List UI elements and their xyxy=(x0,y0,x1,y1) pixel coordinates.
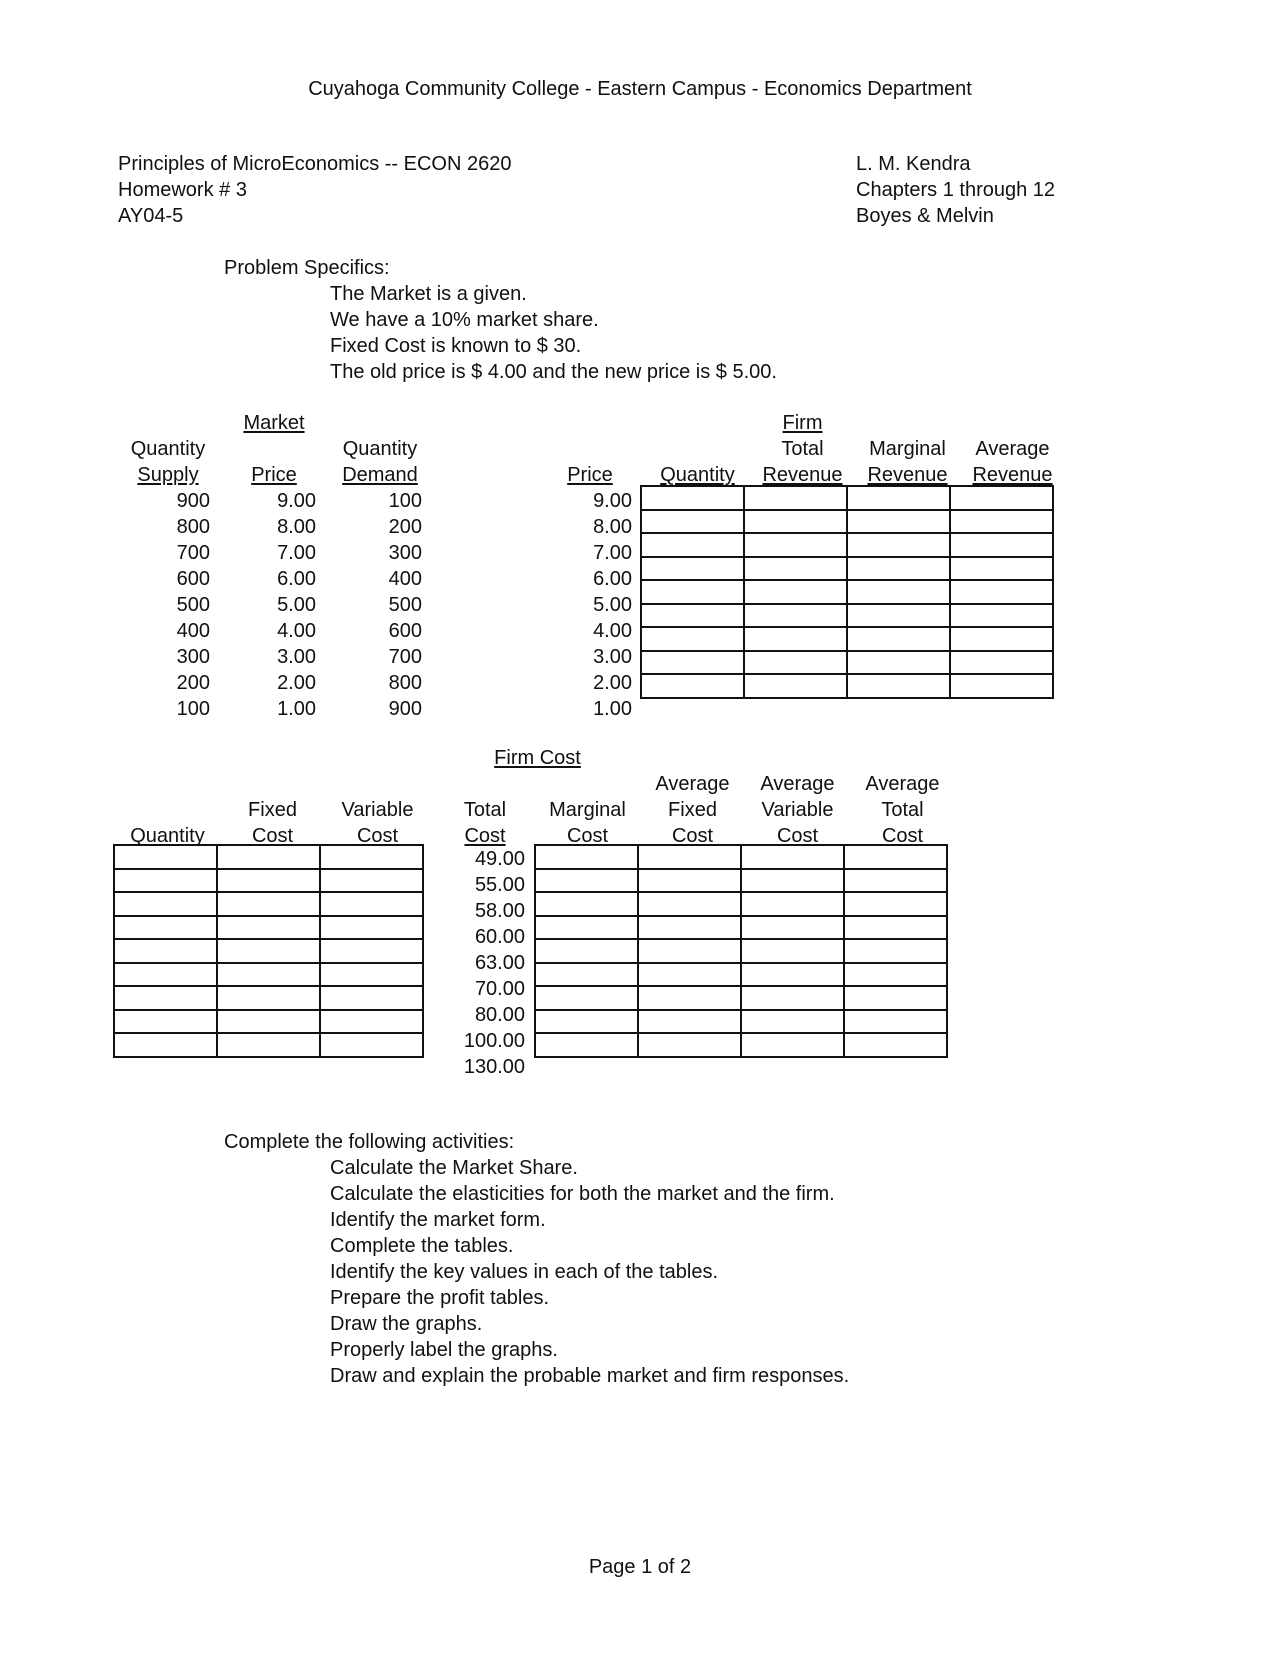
market-supply-cell: 600 xyxy=(176,568,210,590)
grid-cell[interactable] xyxy=(741,963,844,987)
activity-item: Calculate the Market Share. xyxy=(330,1157,578,1179)
firm-price-column xyxy=(540,488,632,722)
grid-cell[interactable] xyxy=(114,1010,217,1034)
grid-cell[interactable] xyxy=(950,533,1053,557)
table-row xyxy=(114,939,423,963)
market-title: Market xyxy=(243,412,305,434)
grid-cell[interactable] xyxy=(114,869,217,893)
grid-cell[interactable] xyxy=(641,604,744,628)
grid-cell[interactable] xyxy=(535,892,638,916)
grid-cell[interactable] xyxy=(741,845,844,869)
grid-cell[interactable] xyxy=(844,939,947,963)
grid-cell[interactable] xyxy=(744,651,847,675)
table-row xyxy=(114,916,423,940)
academic-year: AY04-5 xyxy=(118,205,184,227)
grid-cell[interactable] xyxy=(114,1033,217,1057)
grid-cell[interactable] xyxy=(638,892,741,916)
grid-cell[interactable] xyxy=(641,627,744,651)
grid-cell[interactable] xyxy=(217,845,320,869)
cost-tc-header-line1: Total xyxy=(463,799,507,821)
market-demand-cell: 100 xyxy=(388,490,422,512)
firm-revenue-grid xyxy=(640,485,1054,699)
total-cost-cell: 100.00 xyxy=(463,1030,525,1052)
market-price-cell: 1.00 xyxy=(277,698,316,720)
market-price-cell: 9.00 xyxy=(277,490,316,512)
grid-cell[interactable] xyxy=(320,1010,423,1034)
table-row xyxy=(535,939,947,963)
total-cost-cell: 80.00 xyxy=(474,1004,525,1026)
grid-cell[interactable] xyxy=(950,604,1053,628)
grid-cell[interactable] xyxy=(744,486,847,510)
grid-cell[interactable] xyxy=(744,510,847,534)
specifics-item: The old price is $ 4.00 and the new price is $ 5.00. xyxy=(330,361,777,383)
cost-atc-header-line2: Total xyxy=(881,799,924,821)
grid-cell[interactable] xyxy=(950,651,1053,675)
firm-price-cell: 4.00 xyxy=(593,620,632,642)
firm-ar-header-line2: Revenue xyxy=(972,464,1053,486)
grid-cell[interactable] xyxy=(638,1010,741,1034)
instructor-name: L. M. Kendra xyxy=(856,153,971,175)
table-row xyxy=(641,604,1053,628)
grid-cell[interactable] xyxy=(638,939,741,963)
total-cost-cell: 130.00 xyxy=(463,1056,525,1078)
grid-cell[interactable] xyxy=(844,845,947,869)
table-row xyxy=(641,627,1053,651)
table-row xyxy=(114,1033,423,1057)
cost-fc-header-line1: Fixed xyxy=(248,799,297,821)
grid-cell[interactable] xyxy=(217,869,320,893)
firm-price-cell: 7.00 xyxy=(593,542,632,564)
grid-cell[interactable] xyxy=(320,1033,423,1057)
document-header: Cuyahoga Community College - Eastern Campus - Economics Department xyxy=(308,78,972,100)
grid-cell[interactable] xyxy=(638,963,741,987)
market-demand-column xyxy=(330,488,422,722)
market-price-cell: 7.00 xyxy=(277,542,316,564)
grid-cell[interactable] xyxy=(114,845,217,869)
textbook-authors: Boyes & Melvin xyxy=(856,205,994,227)
cost-mc-header-line2: Cost xyxy=(566,825,609,847)
table-row xyxy=(114,869,423,893)
specifics-item: The Market is a given. xyxy=(330,283,527,305)
total-cost-cell: 49.00 xyxy=(474,848,525,870)
grid-cell[interactable] xyxy=(114,986,217,1010)
course-title: Principles of MicroEconomics -- ECON 2620 xyxy=(118,153,512,175)
grid-cell[interactable] xyxy=(641,580,744,604)
cost-mc-header-line1: Marginal xyxy=(549,799,626,821)
cost-atc-header-line1: Average xyxy=(865,773,940,795)
market-price-column xyxy=(224,488,316,722)
market-supply-cell: 400 xyxy=(176,620,210,642)
chapters-range: Chapters 1 through 12 xyxy=(856,179,1056,201)
market-supply-cell: 900 xyxy=(176,490,210,512)
total-cost-cell: 70.00 xyxy=(474,978,525,1000)
cost-afc-header-line2: Fixed xyxy=(668,799,717,821)
grid-cell[interactable] xyxy=(535,939,638,963)
grid-cell[interactable] xyxy=(847,486,950,510)
grid-cell[interactable] xyxy=(741,869,844,893)
table-row xyxy=(114,986,423,1010)
firm-price-cell: 8.00 xyxy=(593,516,632,538)
market-supply-header-line1: Quantity xyxy=(130,438,206,460)
firm-ar-header-line1: Average xyxy=(975,438,1050,460)
firm-cost-title: Firm Cost xyxy=(494,747,581,769)
total-cost-column xyxy=(440,846,525,1080)
grid-cell[interactable] xyxy=(847,604,950,628)
market-supply-cell: 100 xyxy=(176,698,210,720)
market-price-cell: 4.00 xyxy=(277,620,316,642)
firm-tr-header-line1: Total xyxy=(781,438,824,460)
grid-cell[interactable] xyxy=(320,986,423,1010)
grid-cell[interactable] xyxy=(844,986,947,1010)
grid-cell[interactable] xyxy=(950,674,1053,698)
grid-cell[interactable] xyxy=(535,916,638,940)
grid-cell[interactable] xyxy=(217,963,320,987)
activity-item: Identify the key values in each of the tables. xyxy=(330,1261,719,1283)
table-row xyxy=(114,845,423,869)
grid-cell[interactable] xyxy=(114,939,217,963)
grid-cell[interactable] xyxy=(114,892,217,916)
grid-cell[interactable] xyxy=(217,939,320,963)
table-row xyxy=(641,651,1053,675)
table-row xyxy=(641,486,1053,510)
activity-item: Properly label the graphs. xyxy=(330,1339,558,1361)
grid-cell[interactable] xyxy=(847,651,950,675)
cost-afc-header-line1: Average xyxy=(655,773,730,795)
total-cost-cell: 55.00 xyxy=(474,874,525,896)
grid-cell[interactable] xyxy=(114,963,217,987)
firm-price-cell: 5.00 xyxy=(593,594,632,616)
grid-cell[interactable] xyxy=(638,869,741,893)
grid-cell[interactable] xyxy=(114,916,217,940)
market-price-header: Price xyxy=(251,464,297,486)
market-price-cell: 2.00 xyxy=(277,672,316,694)
grid-cell[interactable] xyxy=(844,1033,947,1057)
grid-cell[interactable] xyxy=(641,674,744,698)
grid-cell[interactable] xyxy=(638,986,741,1010)
grid-cell[interactable] xyxy=(641,533,744,557)
table-row xyxy=(535,869,947,893)
firm-price-cell: 9.00 xyxy=(593,490,632,512)
table-row xyxy=(114,892,423,916)
grid-cell[interactable] xyxy=(847,627,950,651)
activity-item: Draw the graphs. xyxy=(330,1313,483,1335)
grid-cell[interactable] xyxy=(638,1033,741,1057)
market-supply-cell: 500 xyxy=(176,594,210,616)
activity-item: Calculate the elasticities for both the market and the firm. xyxy=(330,1183,835,1205)
market-demand-cell: 200 xyxy=(388,516,422,538)
market-demand-header-line1: Quantity xyxy=(342,438,418,460)
cost-avc-header-line1: Average xyxy=(760,773,835,795)
market-supply-column xyxy=(118,488,210,722)
total-cost-cell: 60.00 xyxy=(474,926,525,948)
table-row xyxy=(641,533,1053,557)
market-demand-cell: 600 xyxy=(388,620,422,642)
market-supply-cell: 200 xyxy=(176,672,210,694)
firm-quantity-header: Quantity xyxy=(660,464,735,486)
table-row xyxy=(535,1033,947,1057)
grid-cell[interactable] xyxy=(320,963,423,987)
grid-cell[interactable] xyxy=(744,627,847,651)
firm-mr-header-line2: Revenue xyxy=(867,464,948,486)
grid-cell[interactable] xyxy=(950,510,1053,534)
grid-cell[interactable] xyxy=(741,1033,844,1057)
grid-cell[interactable] xyxy=(744,533,847,557)
grid-cell[interactable] xyxy=(741,916,844,940)
grid-cell[interactable] xyxy=(847,580,950,604)
table-row xyxy=(535,892,947,916)
market-supply-header-line2: Supply xyxy=(137,464,199,486)
activities-heading: Complete the following activities: xyxy=(224,1131,515,1153)
cost-atc-header-line3: Cost xyxy=(881,825,924,847)
grid-cell[interactable] xyxy=(741,939,844,963)
grid-cell[interactable] xyxy=(741,892,844,916)
firm-mr-header-line1: Marginal xyxy=(869,438,946,460)
firm-title: Firm xyxy=(782,412,823,434)
firm-price-cell: 1.00 xyxy=(593,698,632,720)
firm-price-cell: 6.00 xyxy=(593,568,632,590)
grid-cell[interactable] xyxy=(844,963,947,987)
table-row xyxy=(535,916,947,940)
market-supply-cell: 800 xyxy=(176,516,210,538)
table-row xyxy=(535,986,947,1010)
table-row xyxy=(535,963,947,987)
market-price-cell: 8.00 xyxy=(277,516,316,538)
cost-afc-header-line3: Cost xyxy=(671,825,714,847)
table-row xyxy=(114,963,423,987)
market-demand-cell: 300 xyxy=(388,542,422,564)
grid-cell[interactable] xyxy=(638,845,741,869)
activity-item: Complete the tables. xyxy=(330,1235,514,1257)
grid-cell[interactable] xyxy=(847,557,950,581)
grid-cell[interactable] xyxy=(320,845,423,869)
grid-cell[interactable] xyxy=(744,674,847,698)
grid-cell[interactable] xyxy=(638,916,741,940)
market-demand-cell: 500 xyxy=(388,594,422,616)
specifics-heading: Problem Specifics: xyxy=(224,257,390,279)
firm-tr-header-line2: Revenue xyxy=(762,464,843,486)
market-demand-cell: 400 xyxy=(388,568,422,590)
market-demand-cell: 900 xyxy=(388,698,422,720)
grid-cell[interactable] xyxy=(535,986,638,1010)
market-demand-header-line2: Demand xyxy=(342,464,418,486)
grid-cell[interactable] xyxy=(320,939,423,963)
market-supply-cell: 300 xyxy=(176,646,210,668)
specifics-item: Fixed Cost is known to $ 30. xyxy=(330,335,582,357)
grid-cell[interactable] xyxy=(844,916,947,940)
grid-cell[interactable] xyxy=(741,986,844,1010)
table-row xyxy=(641,580,1053,604)
grid-cell[interactable] xyxy=(950,627,1053,651)
grid-cell[interactable] xyxy=(535,1033,638,1057)
activity-item: Prepare the profit tables. xyxy=(330,1287,550,1309)
grid-cell[interactable] xyxy=(320,892,423,916)
grid-cell[interactable] xyxy=(847,510,950,534)
homework-number: Homework # 3 xyxy=(118,179,247,201)
grid-cell[interactable] xyxy=(641,651,744,675)
grid-cell[interactable] xyxy=(744,580,847,604)
grid-cell[interactable] xyxy=(950,486,1053,510)
grid-cell[interactable] xyxy=(847,533,950,557)
activity-item: Identify the market form. xyxy=(330,1209,546,1231)
firm-price-cell: 3.00 xyxy=(593,646,632,668)
market-demand-cell: 700 xyxy=(388,646,422,668)
cost-tc-header-line2: Cost xyxy=(464,825,506,847)
page-number: Page 1 of 2 xyxy=(588,1556,692,1578)
market-demand-cell: 800 xyxy=(388,672,422,694)
grid-cell[interactable] xyxy=(535,1010,638,1034)
market-price-cell: 5.00 xyxy=(277,594,316,616)
cost-vc-header-line1: Variable xyxy=(341,799,414,821)
grid-cell[interactable] xyxy=(217,1033,320,1057)
firm-price-cell: 2.00 xyxy=(593,672,632,694)
table-row xyxy=(641,674,1053,698)
total-cost-cell: 63.00 xyxy=(474,952,525,974)
table-row xyxy=(641,510,1053,534)
market-price-cell: 3.00 xyxy=(277,646,316,668)
grid-cell[interactable] xyxy=(320,916,423,940)
grid-cell[interactable] xyxy=(217,892,320,916)
grid-cell[interactable] xyxy=(641,486,744,510)
market-supply-cell: 700 xyxy=(176,542,210,564)
table-row xyxy=(535,1010,947,1034)
grid-cell[interactable] xyxy=(744,604,847,628)
specifics-item: We have a 10% market share. xyxy=(330,309,599,331)
grid-cell[interactable] xyxy=(535,869,638,893)
grid-cell[interactable] xyxy=(217,916,320,940)
grid-cell[interactable] xyxy=(844,892,947,916)
grid-cell[interactable] xyxy=(320,869,423,893)
grid-cell[interactable] xyxy=(217,986,320,1010)
grid-cell[interactable] xyxy=(535,845,638,869)
cost-avc-header-line3: Cost xyxy=(776,825,819,847)
grid-cell[interactable] xyxy=(641,557,744,581)
grid-cell[interactable] xyxy=(741,1010,844,1034)
grid-cell[interactable] xyxy=(844,1010,947,1034)
table-row xyxy=(535,845,947,869)
cost-fc-header-line2: Cost xyxy=(251,825,294,847)
table-row xyxy=(114,1010,423,1034)
table-row xyxy=(641,557,1053,581)
grid-cell[interactable] xyxy=(950,557,1053,581)
cost-vc-header-line2: Cost xyxy=(356,825,399,847)
activity-item: Draw and explain the probable market and firm responses. xyxy=(330,1365,850,1387)
grid-cell[interactable] xyxy=(641,510,744,534)
grid-cell[interactable] xyxy=(950,580,1053,604)
grid-cell[interactable] xyxy=(535,963,638,987)
grid-cell[interactable] xyxy=(744,557,847,581)
cost-right-grid xyxy=(534,844,948,1058)
grid-cell[interactable] xyxy=(217,1010,320,1034)
cost-quantity-header: Quantity xyxy=(130,825,205,847)
grid-cell[interactable] xyxy=(844,869,947,893)
total-cost-cell: 58.00 xyxy=(474,900,525,922)
cost-left-grid xyxy=(113,844,424,1058)
cost-avc-header-line2: Variable xyxy=(761,799,834,821)
firm-price-header: Price xyxy=(567,464,613,486)
market-price-cell: 6.00 xyxy=(277,568,316,590)
grid-cell[interactable] xyxy=(847,674,950,698)
